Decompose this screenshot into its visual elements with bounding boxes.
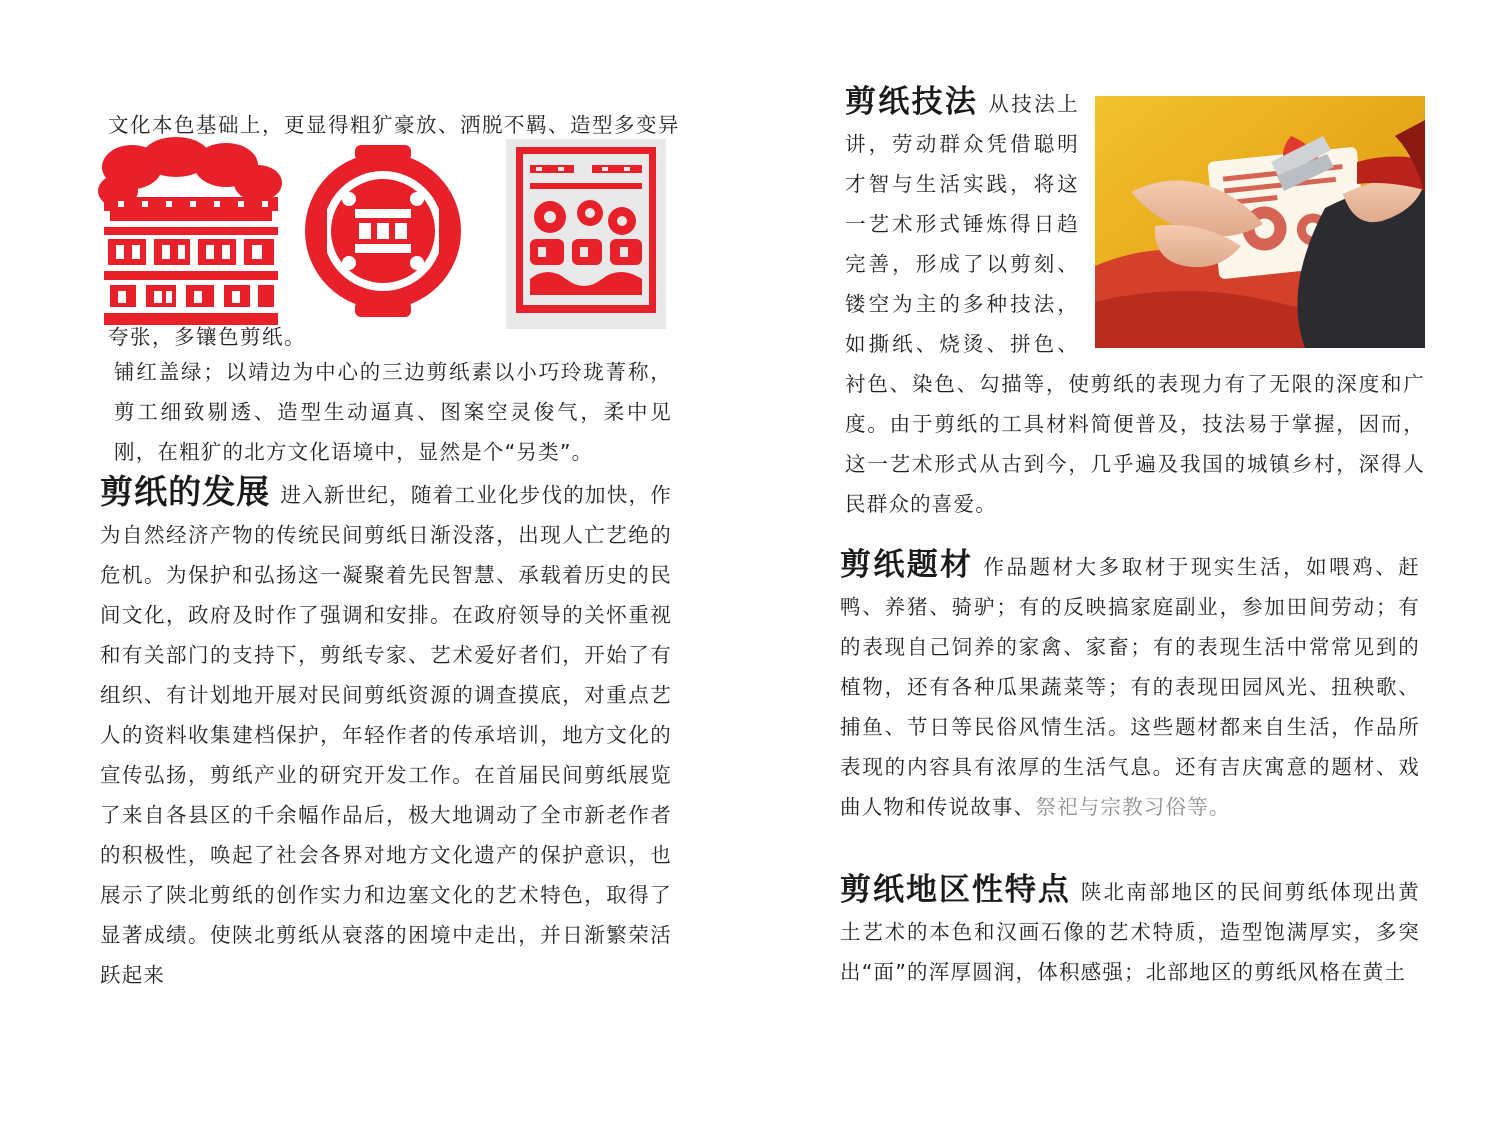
section-regional-features: [840, 870, 1420, 992]
subject-body: 作品题材大多取材于现实生活，如喂鸡、赶鸭、养猪、骑驴；有的反映搞家庭副业，参加田间劳动；有的表现自己饲养的家禽、家畜；有的表现生活中常常见到的植物，还有各种瓜果蔬菜等；有的表现田园风光、扭秧歌、捕鱼、节日等民俗风情生活。这些题材都来自生活，作品所表现的内容具有浓厚的生活气息。还有吉庆寓意的题材、戏曲人物和传说故事、: [840, 555, 1420, 819]
regional-heading: 剪纸地区性特点: [840, 872, 1071, 908]
technique-body: 从技法上讲，劳动群众凭借聪明才智与生活实践，将这一艺术形式锤炼得日趋完善，形成了以剪刻、镂空为主的多种技法，如撕纸、烧烫、拼色、衬色、染色、勾描等，使剪纸的表现力有了无限的深度和广度。由于剪纸的工具材料简便普及，技法易于掌握，因而，这一艺术形式从古到今，几乎遍及我国的城镇乡村，深得人民群众的喜爱。: [845, 92, 1425, 516]
regional-body: 陕北南部地区的民间剪纸体现出黄土艺术的本色和汉画石像的艺术特质，造型饱满厚实，多突出“面”的浑厚圆润，体积感强；北部地区的剪纸风格在黄土: [840, 880, 1421, 984]
subject-block: [840, 545, 1420, 827]
development-heading: 剪纸的发展: [100, 472, 271, 511]
section-papercut-development: [100, 472, 672, 995]
photo-hands-cutting-paper: [1095, 96, 1425, 348]
left-column: [90, 0, 680, 1125]
papercut-village-scene: [98, 135, 284, 335]
papercut-framed-panel: [506, 139, 666, 329]
papercut-round-floral: [303, 143, 463, 323]
regional-block: [840, 870, 1420, 992]
subject-heading: 剪纸题材: [840, 547, 974, 583]
right-column: [840, 0, 1425, 1125]
development-body: 进入新世纪，随着工业化步伐的加快，作为自然经济产物的传统民间剪纸日渐没落，出现人亡艺绝的危机。为保护和弘扬这一凝聚着先民智慧、承载着历史的民间文化，政府及时作了强调和安排。在政府领导的关怀重视和有关部门的支持下，剪纸专家、艺术爱好者们，开始了有组织、有计划地开展对民间剪纸资源的调查摸底，对重点艺人的资料收集建档保护，年轻作者的传承培训，地方文化的宣传弘扬，剪纸产业的研究开发工作。在首届民间剪纸展览了来自各县区的千余幅作品后，极大地调动了全市新老作者的积极性，唤起了社会各界对地方文化遗产的保护意识，也展示了陕北剪纸的创作实力和边塞文化的艺术特色，取得了显著成绩。使陕北剪纸从衰落的困境中走出，并日渐繁荣活跃起来: [100, 483, 673, 987]
subject-body-tail: 祭祀与宗教习俗等。: [1035, 795, 1231, 819]
left-paragraph-1: 铺红盖绿；以靖边为中心的三边剪纸素以小巧玲珑菁称，剪工细致剔透、造型生动逼真、图案空灵俊气，柔中见刚，在粗犷的北方文化语境中，显然是个“另类”。: [114, 360, 672, 464]
section-papercut-subject: [840, 545, 1420, 827]
left-image-caption: 夸张，多镶色剪纸。: [108, 325, 306, 349]
development-block: [100, 472, 672, 995]
technique-heading: 剪纸技法: [845, 84, 979, 120]
papercut-image-row: [90, 135, 670, 340]
left-top-line: 文化本色基础上，更显得粗犷豪放、洒脱不羁、造型多变异: [108, 113, 680, 137]
